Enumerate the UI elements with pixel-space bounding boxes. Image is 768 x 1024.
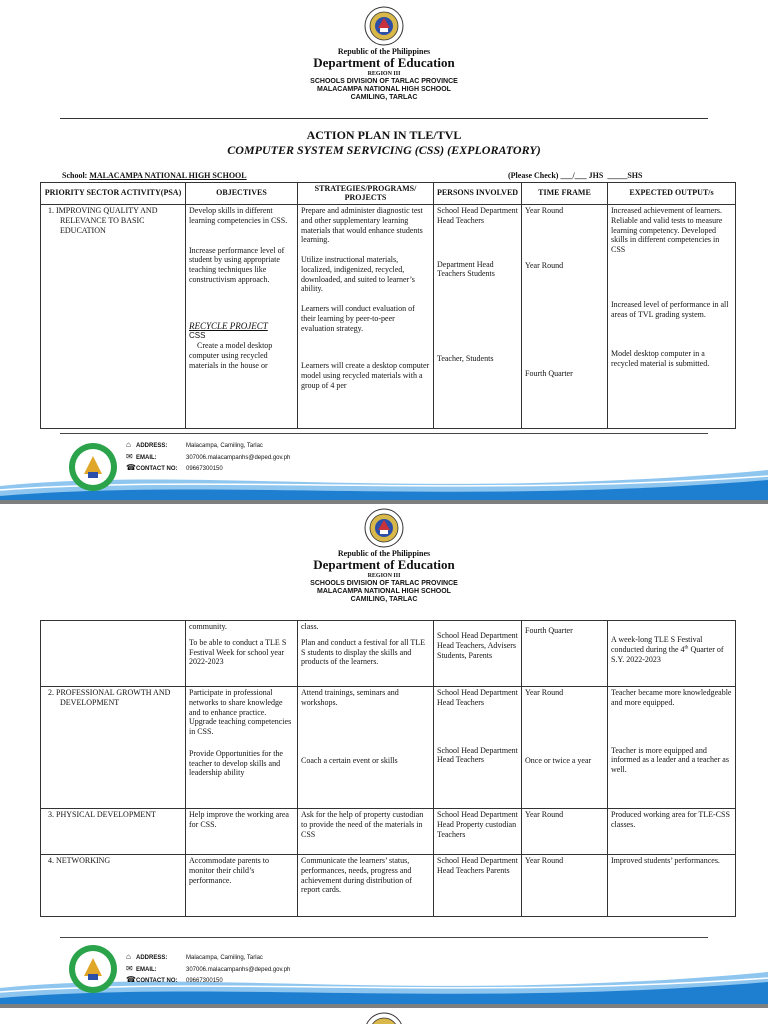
- persons-text: School Head Department Head Teachers Parents: [437, 856, 518, 875]
- page-footer: [0, 430, 768, 502]
- objective-text: Help improve the working area for CSS.: [189, 810, 289, 829]
- persons-text: School Head Department Head Teachers: [437, 745, 518, 765]
- strategy-text: Attend trainings, seminars and workshops.: [301, 688, 399, 707]
- persons-text: School Head Department Head Property custodian Teachers: [437, 810, 518, 839]
- school-line: MALACAMPA NATIONAL HIGH SCHOOL: [317, 588, 451, 596]
- phone-icon: ☎: [126, 463, 136, 472]
- action-plan-table-page-2: [40, 620, 736, 917]
- home-icon: ⌂: [126, 440, 131, 449]
- department-title: Department of Education: [313, 55, 455, 71]
- objective-text: To be able to conduct a TLE S Festival Week for school year 2022-2023: [189, 637, 287, 667]
- plan-subtitle: COMPUTER SYSTEM SERVICING (CSS) (EXPLORATORY): [227, 143, 541, 157]
- col-header-output: EXPECTED OUTPUT/s: [608, 183, 736, 205]
- region-line: REGION III: [367, 573, 401, 580]
- strategy-text: Utilize instructional materials, localized, indigenized, recycled, downloaded, and suited to learner’s ability.: [301, 255, 415, 294]
- strategy-text: Plan and conduct a festival for all TLE S students to display the skills and products of the learners.: [301, 637, 426, 667]
- strategy-text: Communicate the learners’ status, performances, needs, progress and achievement during distribution of report cards.: [301, 856, 412, 895]
- objective-text: Develop skills in different learning competencies in CSS.: [189, 206, 288, 225]
- republic-line: Republic of the Philippines: [337, 549, 431, 558]
- level-check: (Please Check) ___/___ JHS _____SHS: [508, 171, 643, 180]
- page-2: [0, 504, 768, 1004]
- page-1: [0, 0, 768, 500]
- persons-text: Teacher, Students: [437, 354, 494, 363]
- strategy-text: Ask for the help of property custodian to provide the need of the materials in CSS: [301, 810, 424, 839]
- table-row: [41, 855, 736, 917]
- recycle-project-title: RECYCLE PROJECT: [189, 320, 268, 331]
- psa-item: 4. NETWORKING: [48, 856, 111, 865]
- division-line: SCHOOLS DIVISION OF TARLAC PROVINCE: [310, 580, 458, 588]
- table-row: [41, 809, 736, 855]
- plan-title: ACTION PLAN IN TLE/TVL: [306, 128, 462, 142]
- region-line: REGION III: [367, 71, 401, 78]
- home-icon: ⌂: [126, 952, 131, 961]
- objective-text: Participate in professional networks to share knowledge and to enhance practice. Upgrade teaching competencies in CSS.: [189, 688, 292, 736]
- strategy-text: Learners will create a desktop computer model using recycled materials with a group of 4 per: [301, 361, 430, 390]
- school-line: MALACAMPA NATIONAL HIGH SCHOOL: [317, 86, 451, 94]
- col-header-strategies: STRATEGIES/PROGRAMS/ PROJECTS: [298, 183, 434, 205]
- output-text: Produced working area for TLE-CSS classes.: [611, 810, 730, 829]
- objective-text: community.: [189, 622, 227, 631]
- time-text: Fourth Quarter: [525, 626, 573, 635]
- table-row: [41, 621, 736, 687]
- table-row: [41, 687, 736, 809]
- location-line: CAMILING, TARLAC: [350, 94, 418, 102]
- output-text: Teacher became more knowledgeable and more equipped.: [611, 688, 732, 707]
- output-text: Teacher is more equipped and informed as a leader and a teacher as well.: [611, 745, 729, 774]
- envelope-icon: ✉: [126, 451, 133, 461]
- persons-text: School Head Department Head Teachers: [437, 688, 518, 707]
- strategy-text: Coach a certain event or skills: [301, 755, 398, 765]
- strategy-text: Learners will conduct evaluation of their learning by peer-to-peer evaluation strategy.: [301, 304, 415, 333]
- table-row: [41, 205, 736, 429]
- time-text: Year Round: [525, 206, 564, 215]
- output-text: A week-long TLE S Festival conducted during the 4th Quarter of S.Y. 2022-2023: [611, 635, 724, 664]
- objective-text: Create a model desktop computer using recycled materials in the house or: [189, 341, 273, 370]
- school-logo-icon: [68, 442, 118, 492]
- footer-contact: ⌂ ADDRESS: Malacampa, Camiling, Tarlac ✉ EMAIL: 307006.malacampanhs@deped.gov.ph ☎CONTACT NO: 09667300150: [126, 952, 291, 984]
- psa-item: 2. PROFESSIONAL GROWTH AND DEVELOPMENT: [48, 688, 171, 707]
- psa-item: 1. IMPROVING QUALITY AND RELEVANCE TO BASIC EDUCATION: [48, 206, 158, 235]
- phone-icon: ☎: [126, 975, 136, 984]
- strategy-text: class.: [301, 622, 319, 631]
- department-title: Department of Education: [313, 557, 455, 573]
- header-rule: [60, 118, 708, 119]
- footer-rule: [60, 937, 708, 938]
- objective-text: Increase performance level of student by using appropriate teaching techniques like constructivism approach.: [189, 245, 285, 284]
- time-text: Year Round: [525, 260, 564, 270]
- deped-seal-icon: [364, 1012, 404, 1024]
- persons-text: School Head Department Head Teachers, Advisers Students, Parents: [437, 631, 518, 660]
- deped-seal-icon: [364, 508, 404, 548]
- republic-line: Republic of the Philippines: [337, 47, 431, 56]
- envelope-icon: ✉: [126, 963, 133, 973]
- time-text: Year Round: [525, 856, 564, 865]
- action-plan-table-page-1: [40, 182, 736, 429]
- school-field: School: MALACAMPA NATIONAL HIGH SCHOOL: [62, 171, 247, 180]
- footer-contact: ⌂ ADDRESS: Malacampa, Camiling, Tarlac ✉ EMAIL: 307006.malacampanhs@deped.gov.ph ☎CONTACT NO: 09667300150: [126, 440, 291, 472]
- location-line: CAMILING, TARLAC: [350, 596, 418, 604]
- col-header-objectives: OBJECTIVES: [186, 183, 298, 205]
- persons-text: Department Head Teachers Students: [437, 259, 495, 279]
- persons-text: School Head Department Head Teachers: [437, 206, 518, 225]
- time-text: Once or twice a year: [525, 755, 592, 765]
- page-3: [0, 1008, 768, 1024]
- time-text: Year Round: [525, 688, 564, 697]
- output-text: Increased level of performance in all areas of TVL grading system.: [611, 299, 729, 319]
- output-text: Model desktop computer in a recycled material is submitted.: [611, 349, 710, 368]
- objective-text: Accommodate parents to monitor their child’s performance.: [189, 856, 269, 885]
- time-text: Fourth Quarter: [525, 368, 573, 378]
- time-text: Year Round: [525, 810, 564, 819]
- output-text: Improved students’ performances.: [611, 856, 720, 865]
- output-text: Increased achievement of learners. Reliable and valid tests to measure learning competency. Developed skills in different competencies in CSS: [611, 206, 723, 254]
- school-logo-icon: [68, 944, 118, 994]
- psa-item: 3. PHYSICAL DEVELOPMENT: [48, 810, 156, 819]
- col-header-time: TIME FRAME: [522, 183, 608, 205]
- objective-text: Provide Opportunities for the teacher to develop skills and leadership ability: [189, 748, 283, 778]
- col-header-psa: PRIORITY SECTOR ACTIVITY(PSA): [41, 183, 186, 205]
- deped-seal-icon: [364, 6, 404, 46]
- col-header-persons: PERSONS INVOLVED: [434, 183, 522, 205]
- strategy-text: Prepare and administer diagnostic test and other supplementary learning materials that would enhance students learning.: [301, 206, 423, 245]
- objective-sub: CSS: [189, 331, 206, 341]
- division-line: SCHOOLS DIVISION OF TARLAC PROVINCE: [310, 78, 458, 86]
- page-footer: [0, 932, 768, 1004]
- footer-rule: [60, 433, 708, 434]
